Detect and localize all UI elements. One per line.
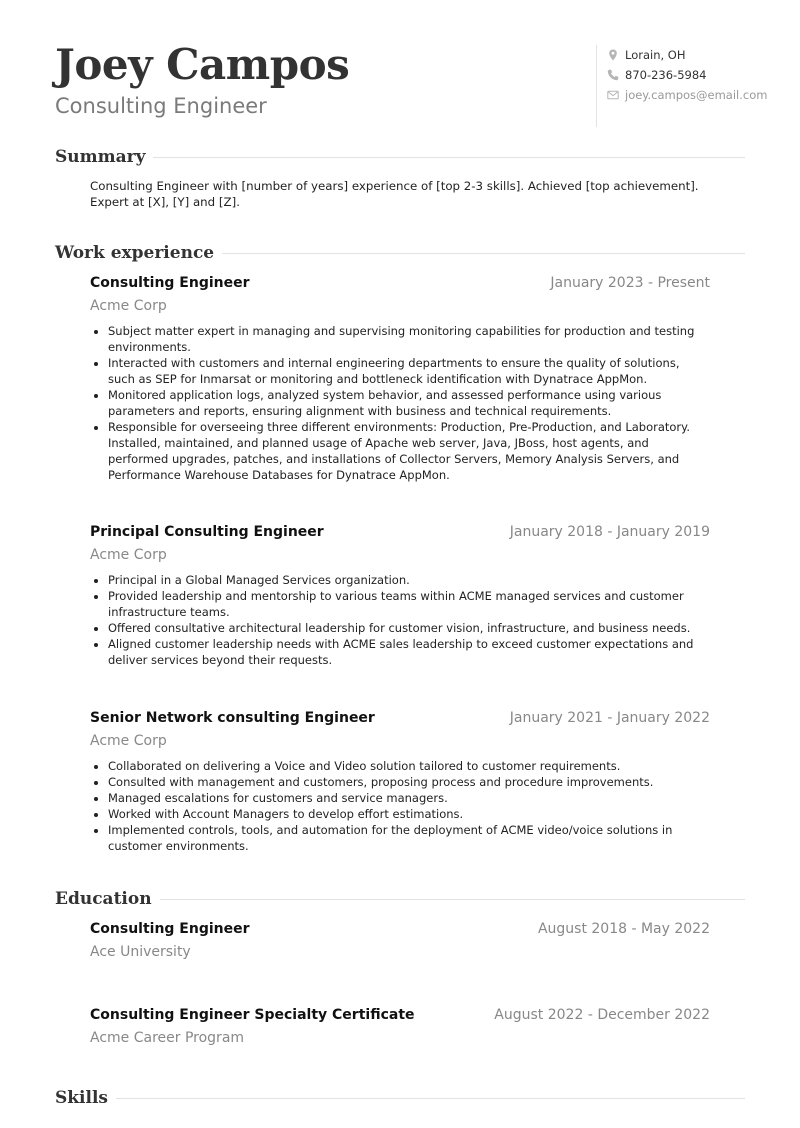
job-title: Senior Network consulting Engineer xyxy=(90,710,375,726)
job-bullet: • Provided leadership and mentorship to various teams within ACME managed services and customer infrastructure teams. xyxy=(108,588,710,620)
education-entry xyxy=(90,921,710,966)
education-section-header xyxy=(55,889,745,909)
institution: Ace University xyxy=(90,944,191,960)
education-entry xyxy=(90,1007,710,1052)
employer: Acme Corp xyxy=(90,733,167,749)
summary-section-header xyxy=(55,147,745,167)
job-bullets xyxy=(90,758,710,854)
phone-text: 870-236-5984 xyxy=(625,68,707,82)
degree-title: Consulting Engineer Specialty Certificate xyxy=(90,1007,415,1023)
job-title: Principal Consulting Engineer xyxy=(90,524,324,540)
job-bullet: • Worked with Account Managers to develop effort estimations. xyxy=(108,806,710,822)
candidate-name: Joey Campos xyxy=(55,40,350,89)
work-section-header xyxy=(55,243,745,263)
contact-phone xyxy=(607,65,776,85)
job-bullet: • Responsible for overseeing three different environments: Production, Pre-Production, and Laboratory. Installed, maintained, and planned usage of Apache web server, Java, JBoss, host agents, and performed upgrades, patches, and installations of Collector Servers, Memory Analysis Servers, and Performance Warehouse Databases for Dynatrace AppMon. xyxy=(108,419,710,483)
job-dates: January 2021 - January 2022 xyxy=(509,710,710,726)
map-pin-icon xyxy=(607,49,619,61)
contact-block xyxy=(596,45,776,127)
phone-icon xyxy=(607,69,619,81)
candidate-title: Consulting Engineer xyxy=(55,94,267,118)
section-title-work: Work experience xyxy=(55,243,215,263)
job-bullet: • Consulted with management and customers, proposing process and procedure improvements. xyxy=(108,774,710,790)
job-bullet: • Subject matter expert in managing and supervising monitoring capabilities for production and testing environments. xyxy=(108,323,710,355)
job-bullet: • Offered consultative architectural leadership for customer vision, infrastructure, and business needs. xyxy=(108,620,710,636)
job-bullet: • Implemented controls, tools, and automation for the deployment of ACME video/voice solutions in customer environments. xyxy=(108,822,710,854)
skills-section-header xyxy=(55,1088,745,1108)
job-bullet: • Principal in a Global Managed Services organization. xyxy=(108,572,710,588)
job-bullet: • Managed escalations for customers and service managers. xyxy=(108,790,710,806)
location-text: Lorain, OH xyxy=(625,48,686,62)
job-bullet: • Collaborated on delivering a Voice and Video solution tailored to customer requirements. xyxy=(108,758,710,774)
job-bullet: • Interacted with customers and internal engineering departments to ensure the quality of solutions, such as SEP for Inmarsat or monitoring and bottleneck identification with Dynatrace AppMon. xyxy=(108,355,710,387)
section-divider xyxy=(153,157,745,158)
section-divider xyxy=(160,899,745,900)
job-bullet: • Aligned customer leadership needs with ACME sales leadership to exceed customer expectations and deliver services beyond their requests. xyxy=(108,636,710,668)
job-bullets xyxy=(90,323,710,483)
job-dates: January 2023 - Present xyxy=(550,275,710,291)
job-dates: January 2018 - January 2019 xyxy=(509,524,710,540)
envelope-icon xyxy=(607,89,619,101)
contact-email[interactable] xyxy=(607,85,776,105)
summary-text: Consulting Engineer with [number of years] experience of [top 2-3 skills]. Achieved [top achievement]. Expert at [X], [Y] and [Z]. xyxy=(90,179,699,209)
job-bullet: • Monitored application logs, analyzed system behavior, and assessed performance using various parameters and reports, ensuring alignment with business and technical requirements. xyxy=(108,387,710,419)
section-title-summary: Summary xyxy=(55,147,146,167)
section-title-skills: Skills xyxy=(55,1088,109,1108)
employer: Acme Corp xyxy=(90,298,167,314)
work-entry xyxy=(90,275,710,483)
employer: Acme Corp xyxy=(90,547,167,563)
section-title-education: Education xyxy=(55,889,152,909)
job-bullets xyxy=(90,572,710,668)
education-dates: August 2018 - May 2022 xyxy=(537,921,710,937)
section-divider xyxy=(222,253,745,254)
contact-location xyxy=(607,45,776,65)
work-entry xyxy=(90,524,710,668)
work-entry xyxy=(90,710,710,854)
degree-title: Consulting Engineer xyxy=(90,921,250,937)
institution: Acme Career Program xyxy=(90,1030,245,1046)
section-divider xyxy=(116,1098,745,1099)
email-text[interactable]: joey.campos@email.com xyxy=(625,88,768,102)
education-dates: August 2022 - December 2022 xyxy=(494,1007,710,1023)
job-title: Consulting Engineer xyxy=(90,275,250,291)
